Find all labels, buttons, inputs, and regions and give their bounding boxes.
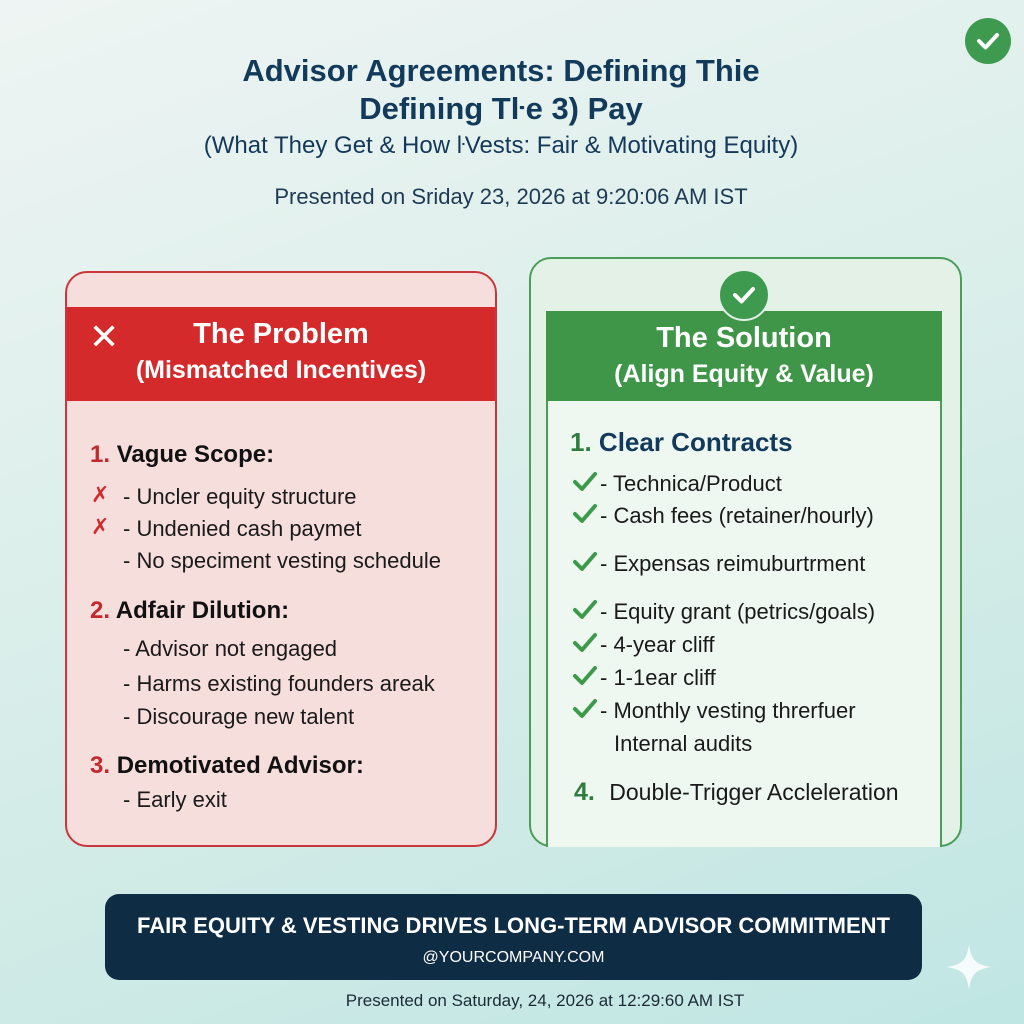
list-item: - 1-1ear cliff <box>600 665 716 690</box>
checkmark-icon <box>572 598 598 620</box>
section-number: 1. <box>90 441 111 468</box>
checkmark-icon <box>572 697 598 719</box>
problem-title: The Problem <box>193 318 369 350</box>
list-item: - Technica/Product <box>600 471 782 496</box>
page-subtitle: (What They Get & How ŀVests: Fair & Motivating Equity) <box>203 132 799 159</box>
page-title-line-2: Defining Tŀe 3) Pay <box>359 91 643 126</box>
section-title: Double-Trigger Accleleration <box>609 779 899 805</box>
footer-email: @YOURCOMPANY.COM <box>422 949 605 966</box>
list-item: - Cash fees (retainer/hourly) <box>600 503 874 528</box>
solution-subtitle: (Align Equity & Value) <box>614 360 874 388</box>
solution-header <box>546 311 942 401</box>
checkmark-icon <box>572 550 598 572</box>
solution-title: The Solution <box>656 322 832 354</box>
list-item: - Undenied cash paymet <box>123 516 362 541</box>
page-title-line-1: Advisor Agreements: Defining Thie <box>242 53 760 88</box>
list-item: Internal audits <box>614 731 753 756</box>
section-title: Clear Contracts <box>598 427 793 457</box>
list-item: - Advisor not engaged <box>123 636 338 661</box>
section-title: Vague Scope: <box>116 441 275 468</box>
checkmark-icon <box>572 664 598 686</box>
problem-section-3-heading <box>90 752 364 780</box>
section-title: Adfair Dilution: <box>115 597 290 624</box>
problem-header <box>67 307 495 401</box>
list-item: - No speciment vesting schedule <box>123 548 441 573</box>
check-circle-icon <box>718 269 770 321</box>
solution-section-1-heading <box>570 427 793 458</box>
presented-date-bottom: Presented on Saturday, 24, 2026 at 12:29:60 AM IST <box>345 991 745 1010</box>
list-item: - 4-year cliff <box>600 632 715 657</box>
list-item: - Discourage new talent <box>123 704 355 729</box>
checkmark-icon <box>572 502 598 524</box>
sparkle-icon <box>944 942 994 992</box>
list-item: - Monthly vesting threrfuer <box>600 698 856 723</box>
section-number: 3. <box>90 752 111 779</box>
section-title: Demotivated Advisor: <box>116 752 364 779</box>
footer-banner <box>105 894 922 980</box>
list-item: - Uncler equity structure <box>123 484 357 509</box>
x-icon: ✕ <box>89 316 120 357</box>
problem-section-2-heading <box>90 597 289 625</box>
problem-section-1-heading <box>90 441 274 469</box>
solution-section-4-heading <box>574 778 899 807</box>
list-item: - Early exit <box>123 787 227 812</box>
title-block <box>0 52 1002 162</box>
list-item: - Harms existing founders areak <box>123 671 435 696</box>
x-icon: ✗ <box>91 482 110 507</box>
footer-title: FAIR EQUITY & VESTING DRIVES LONG-TERM ADVISOR COMMITMENT <box>137 913 890 938</box>
presented-date-top: Presented on Sriday 23, 2026 at 9:20:06 AM IST <box>274 184 748 209</box>
list-item: - Equity grant (petrics/goals) <box>600 599 876 624</box>
checkmark-icon <box>572 470 598 492</box>
solution-card <box>529 257 962 847</box>
x-icon: ✗ <box>91 514 110 539</box>
list-item: - Expensas reimuburtrment <box>600 551 866 576</box>
problem-subtitle: (Mismatched Incentives) <box>135 356 427 384</box>
problem-card <box>65 271 497 847</box>
section-number: 1. <box>570 427 592 457</box>
section-number: 4. <box>574 778 595 806</box>
checkmark-icon <box>572 631 598 653</box>
solution-panel <box>546 401 942 847</box>
section-number: 2. <box>90 597 111 624</box>
